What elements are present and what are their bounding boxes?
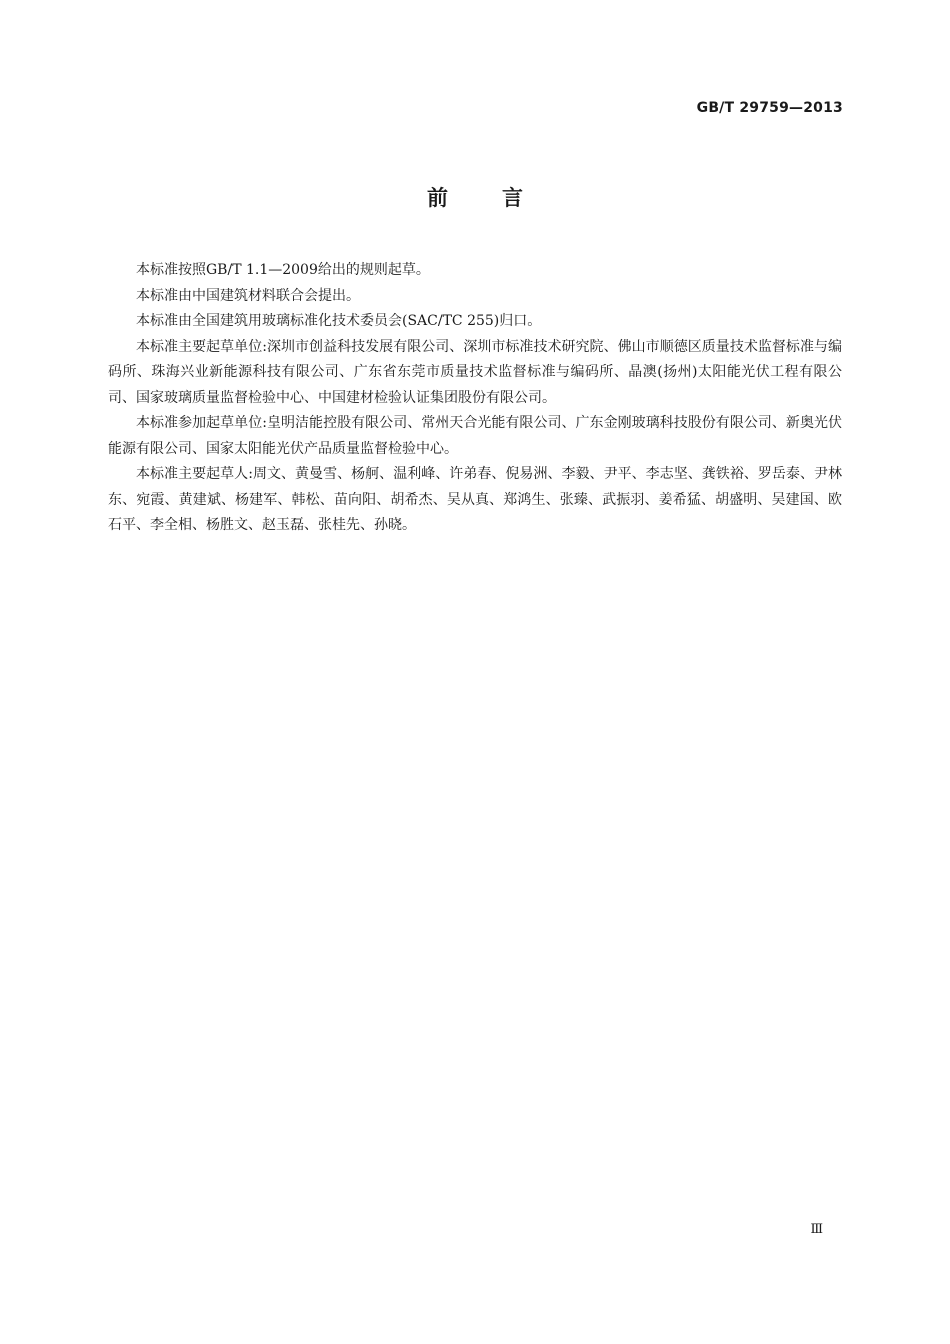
paragraph-proposer: 本标准由中国建筑材料联合会提出。	[136, 287, 360, 304]
page-number: Ⅲ	[810, 1222, 823, 1237]
page-title: 前言	[427, 186, 577, 210]
paragraph-drafting-rules: 本标准按照GB/T 1.1—2009给出的规则起草。	[136, 262, 430, 278]
paragraph-participating-units: 本标准参加起草单位:皇明洁能控股有限公司、常州天合光能有限公司、广东金刚玻璃科技股份有限公司、新奥光伏能源有限公司、国家太阳能光伏产品质量监督检验中心。	[108, 415, 842, 457]
paragraph-committee: 本标准由全国建筑用玻璃标准化技术委员会(SAC/TC 255)归口。	[136, 313, 542, 329]
paragraph-main-drafting-units: 本标准主要起草单位:深圳市创益科技发展有限公司、深圳市标准技术研究院、佛山市顺德区质量技术监督标准与编码所、珠海兴业新能源科技有限公司、广东省东莞市质量技术监督标准与编码所、晶澳(扬州)太阳能光伏工程有限公司、国家玻璃质量监督检验中心、中国建材检验认证集团股份有限公司。	[108, 338, 842, 406]
preface-body	[108, 258, 842, 539]
standard-code: GB/T 29759—2013	[696, 100, 843, 116]
paragraph-main-drafters: 本标准主要起草人:周文、黄曼雪、杨舸、温利峰、许弟春、倪易洲、李毅、尹平、李志坚、龚铁裕、罗岳泰、尹林东、宛霞、黄建斌、杨建军、韩松、苗向阳、胡希杰、吴从真、郑鸿生、张臻、武振羽、姜希猛、胡盛明、吴建国、欧石平、李全相、杨胜文、赵玉磊、张桂先、孙晓。	[108, 466, 842, 533]
